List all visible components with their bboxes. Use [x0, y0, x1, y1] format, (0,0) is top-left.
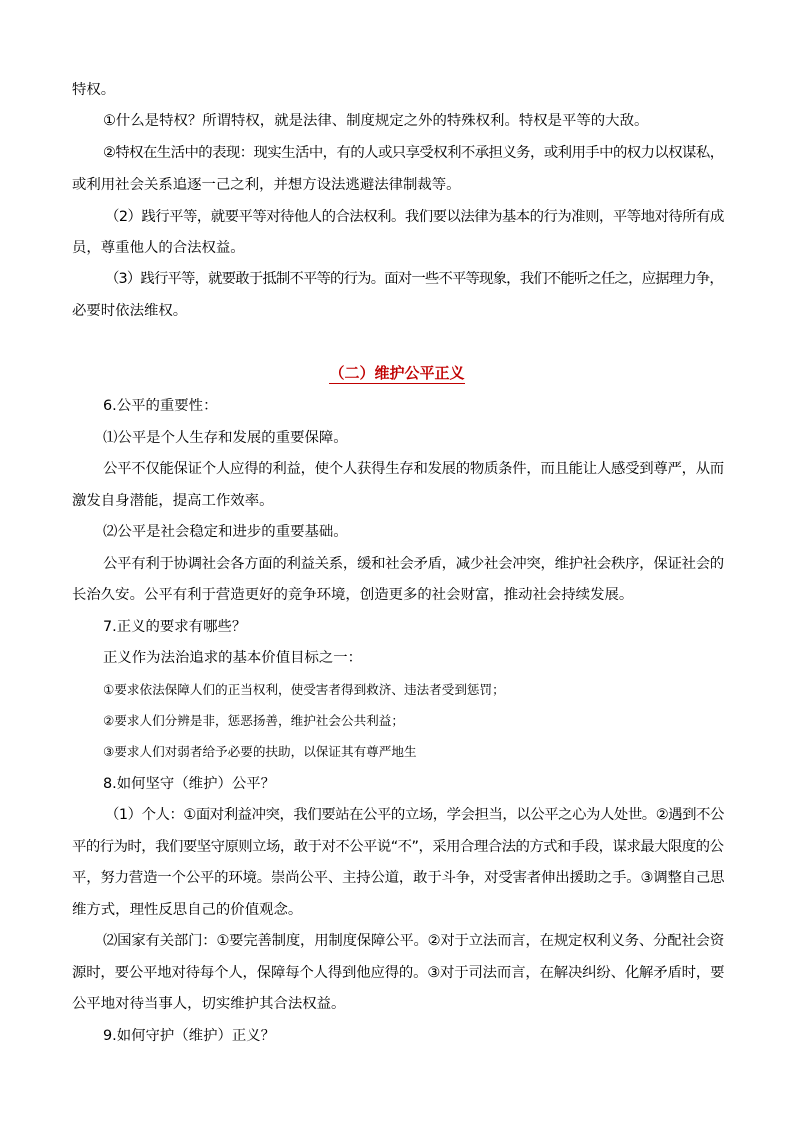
paragraph-line: ②要求人们分辨是非，惩恶扬善，维护社会公共利益；	[103, 713, 404, 728]
paragraph-line: 公平有利于协调社会各方面的利益关系，缓和社会矛盾，减少社会冲突，维护社会秩序，保证社会的	[103, 556, 724, 572]
paragraph-line: 必要时依法维权。	[72, 303, 188, 319]
section-heading-text: （二）维护公平正义	[329, 364, 465, 382]
paragraph-line: 或利用社会关系追逐一己之利，并想方设法逃避法律制裁等。	[72, 177, 461, 193]
paragraph-line: 6.公平的重要性：	[103, 398, 218, 414]
paragraph-line: ②特权在生活中的表现：现实生活中，有的人或只享受权利不承担义务，或利用手中的权力以权谋私，	[103, 145, 724, 161]
paragraph-line: 平的行为时，我们要坚守原则立场，敢于对不公平说“不”，采用合理合法的方式和手段，谋求最大限度的公	[72, 839, 724, 855]
paragraph-line: 维方式，理性反思自己的价值观念。	[72, 902, 303, 918]
paragraph-line: 激发自身潜能，提高工作效率。	[72, 493, 274, 509]
paragraph-line: （1）个人：①面对利益冲突，我们要站在公平的立场，学会担当，以公平之心为人处世。②遇到不公	[105, 807, 724, 823]
paragraph-line: 长治久安。公平有利于营造更好的竞争环境，创造更多的社会财富，推动社会持续发展。	[72, 587, 634, 603]
paragraph-line: ⑵国家有关部门：①要完善制度，用制度保障公平。②对于立法而言，在规定权利义务、分配社会资	[103, 933, 725, 949]
paragraph-line: ①什么是特权？所谓特权，就是法律、制度规定之外的特殊权利。特权是平等的大敌。	[103, 113, 649, 129]
section-heading	[0, 362, 794, 384]
paragraph-line: （3）践行平等，就要敢于抵制不平等的行为。面对一些不平等现象，我们不能听之任之，应据理力争，	[105, 271, 723, 287]
paragraph-line: 7.正义的要求有哪些？	[103, 619, 247, 635]
paragraph-line: ③要求人们对弱者给予必要的扶助，以保证其有尊严地生	[103, 744, 417, 759]
paragraph-line: 8.如何坚守（维护）公平？	[103, 776, 276, 792]
paragraph-line: 员，尊重他人的合法权益。	[72, 240, 245, 256]
paragraph-line: 平，努力营造一个公平的环境。崇尚公平、主持公道，敢于斗争，对受害者伸出援助之手。③调整自己思	[72, 870, 725, 886]
paragraph-line: 特权。	[72, 82, 116, 98]
paragraph-line: 公平不仅能保证个人应得的利益，使个人获得生存和发展的物质条件，而且能让人感受到尊严，从而	[103, 461, 724, 477]
paragraph-line: （2）践行平等，就要平等对待他人的合法权利。我们要以法律为基本的行为准则，平等地对待所有成	[105, 209, 724, 225]
paragraph-line: 源时，要公平地对待每个人，保障每个人得到他应得的。③对于司法而言，在解决纠纷、化解矛盾时，要	[72, 965, 725, 981]
paragraph-line: 正义作为法治追求的基本价值目标之一：	[103, 650, 363, 666]
paragraph-line: ⑴公平是个人生存和发展的重要保障。	[103, 430, 348, 446]
paragraph-line: ⑵公平是社会稳定和进步的重要基础。	[103, 524, 348, 540]
paragraph-line: ①要求依法保障人们的正当权利，使受害者得到救济、违法者受到惩罚；	[103, 682, 505, 697]
paragraph-line: 公平地对待当事人，切实维护其合法权益。	[72, 996, 346, 1012]
paragraph-line: 9.如何守护（维护）正义？	[103, 1028, 276, 1044]
